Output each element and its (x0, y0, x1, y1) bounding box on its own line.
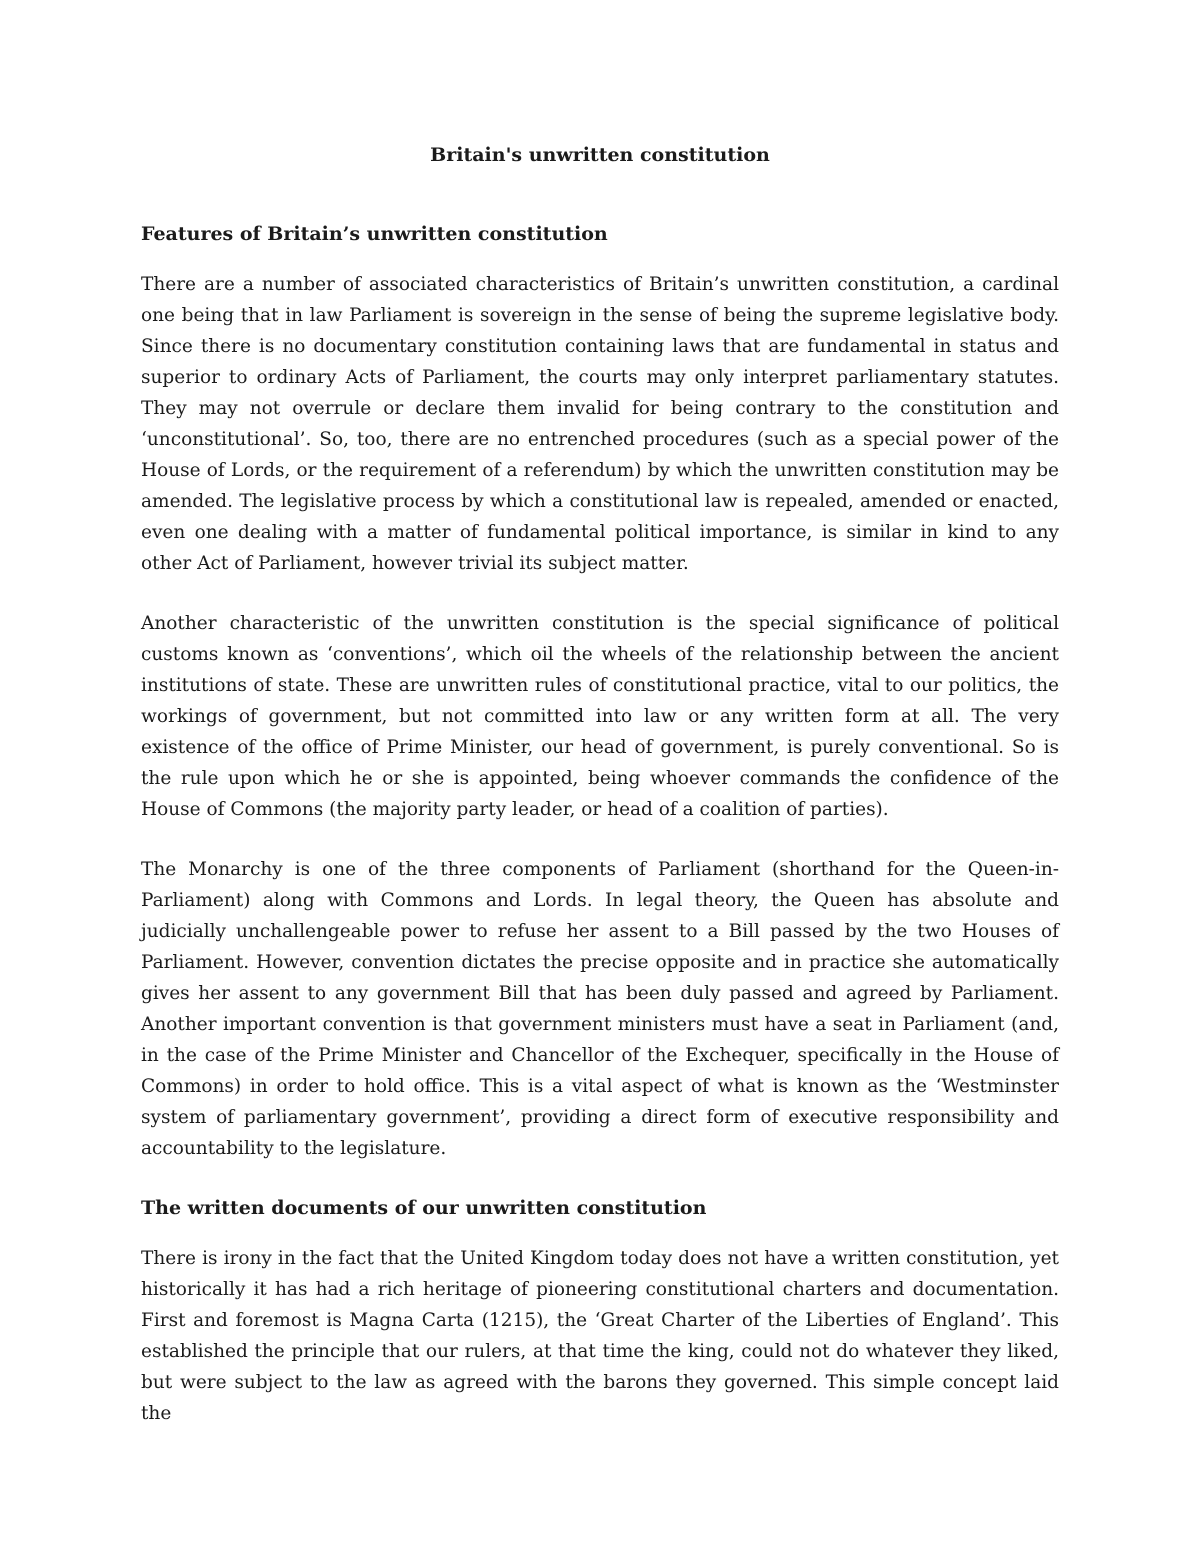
section-heading: Features of Britain’s unwritten constitution (141, 223, 608, 245)
document-page (141, 140, 1059, 1458)
document-title: Britain's unwritten constitution (430, 144, 770, 166)
paragraph: There are a number of associated characteristics of Britain’s unwritten constitution, a cardinal one being that in law Parliament is sovereign in the sense of being the supreme legislative body. Since there is no documentary constitution containing laws that are fundamental in status and superior to ordinary Acts of Parliament, the courts may only interpret parliamentary statutes. They may not overrule or declare them invalid for being contrary to the constitution and ‘unconstitutional’. So, too, there are no entrenched procedures (such as a special power of the House of Lords, or the requirement of a referendum) by which the unwritten constitution may be amended. The legislative process by which a constitutional law is repealed, amended or enacted, even one dealing with a matter of fundamental political importance, is similar in kind to any other Act of Parliament, however trivial its subject matter. (141, 274, 1059, 574)
section-written-documents (141, 1193, 1059, 1429)
paragraph: The Monarchy is one of the three components of Parliament (shorthand for the Queen-in-Parliament) along with Commons and Lords. In legal theory, the Queen has absolute and judicially unchallengeable power to refuse her assent to a Bill passed by the two Houses of Parliament. However, convention dictates the precise opposite and in practice she automatically gives her assent to any government Bill that has been duly passed and agreed by Parliament. Another important convention is that government ministers must have a seat in Parliament (and, in the case of the Prime Minister and Chancellor of the Exchequer, specifically in the House of Commons) in order to hold office. This is a vital aspect of what is known as the ‘Westminster system of parliamentary government’, providing a direct form of executive responsibility and accountability to the legislature. (141, 859, 1059, 1159)
section-features (141, 219, 1059, 1164)
paragraph: Another characteristic of the unwritten constitution is the special significance of political customs known as ‘conventions’, which oil the wheels of the relationship between the ancient institutions of state. These are unwritten rules of constitutional practice, vital to our politics, the workings of government, but not committed into law or any written form at all. The very existence of the office of Prime Minister, our head of government, is purely conventional. So is the rule upon which he or she is appointed, being whoever commands the confidence of the House of Commons (the majority party leader, or head of a coalition of parties). (141, 613, 1059, 820)
section-heading: The written documents of our unwritten constitution (141, 1197, 707, 1219)
paragraph: There is irony in the fact that the United Kingdom today does not have a written constitution, yet historically it has had a rich heritage of pioneering constitutional charters and documentation. First and foremost is Magna Carta (1215), the ‘Great Charter of the Liberties of England’. This established the principle that our rulers, at that time the king, could not do whatever they liked, but were subject to the law as agreed with the barons they governed. This simple concept laid the (141, 1248, 1059, 1424)
